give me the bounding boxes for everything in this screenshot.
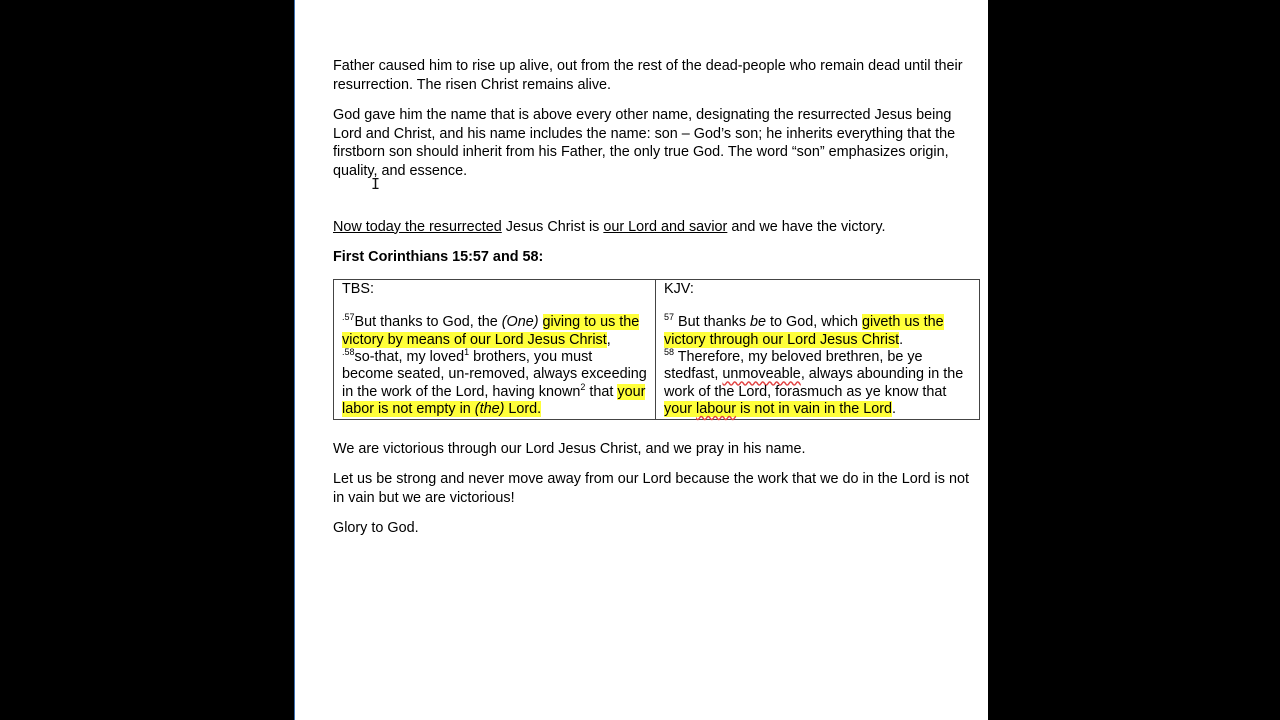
text-run: Jesus Christ is	[501, 218, 604, 235]
document-body[interactable]	[333, 57, 981, 550]
paragraph-resurrection: Father caused him to rise up alive, out from the rest of the dead-people who remain dead until their resurrection. The risen Christ remains alive.	[333, 58, 963, 93]
paragraph-exhortation: Let us be strong and never move away from our Lord because the work that we do in the Lord is not in vain but we are victorious!	[333, 471, 969, 506]
verse-comparison-table	[333, 279, 980, 420]
verse-number: .57	[342, 312, 355, 323]
kjv-label: KJV:	[664, 280, 694, 297]
highlighted-text: giving to us the victory by means of our Lord Jesus Christ	[342, 314, 640, 348]
kjv-verse-58	[664, 346, 971, 419]
document-page[interactable]	[294, 0, 988, 720]
verse-text: , always abounding in the work of the Lord, forasmuch as ye know that	[664, 366, 964, 400]
italic-text: (One)	[501, 314, 539, 331]
scripture-heading: First Corinthians 15:57 and 58:	[333, 249, 544, 266]
tbs-verse-57	[342, 314, 647, 349]
underlined-text: Now today the resurrected	[333, 218, 502, 235]
highlighted-text	[664, 401, 892, 417]
tbs-column	[334, 279, 656, 419]
verse-text: Lord.	[504, 401, 542, 418]
verse-text: ,	[714, 366, 723, 383]
paragraph-name: God gave him the name that is above every other name, designating the resurrected Jesus being Lord and Christ, and his name includes the name: son – God’s son; he inherits everything that the firstborn son should inherit from his Father, the only true God. The word “son” emphasizes origin, quality, and essence.	[333, 107, 956, 179]
verse-text: brothers, you must become seated, un-removed, always exceeding in the work of the Lord, having known	[342, 348, 647, 400]
verse-text: to God, which	[766, 314, 863, 331]
verse-text: But thanks to God, the	[354, 314, 502, 331]
verse-text: stedfast	[664, 366, 715, 383]
verse-number: 58	[664, 346, 675, 357]
verse-text: your labor is not empty in	[342, 383, 646, 418]
verse-number: .58	[342, 346, 355, 357]
verse-text	[539, 314, 543, 330]
footnote-marker[interactable]: 1	[464, 346, 470, 357]
italic-text: be	[750, 314, 767, 331]
verse-text: .	[899, 331, 904, 348]
verse-text: But thanks	[674, 314, 751, 331]
kjv-column	[656, 279, 980, 419]
italic-text: (the)	[474, 401, 505, 418]
paragraph-victory	[333, 218, 981, 237]
verse-text: so-that, my loved	[354, 348, 465, 365]
kjv-verse-57	[664, 314, 971, 349]
verse-text: that	[585, 383, 618, 400]
spelling-flagged-word[interactable]: labour	[696, 401, 737, 418]
paragraph-closing: Glory to God.	[333, 520, 419, 537]
verse-text: ,	[606, 331, 611, 348]
verse-text: Therefore, my beloved brethren, be ye	[674, 348, 923, 365]
footnote-marker[interactable]: 2	[580, 381, 586, 392]
tbs-label: TBS:	[342, 280, 374, 297]
paragraph-prayer: We are victorious through our Lord Jesus Christ, and we pray in his name.	[333, 440, 806, 457]
text-cursor-icon: I	[371, 175, 381, 193]
text-run: and we have the victory.	[727, 218, 886, 235]
verse-number: 57	[664, 312, 675, 323]
verse-text: .	[892, 401, 897, 418]
verse-text: is not in vain in the Lord	[736, 401, 893, 418]
blank-line	[333, 193, 981, 218]
underlined-text: our Lord and savior	[603, 218, 728, 235]
highlighted-text: giveth us the victory through our Lord Jesus Christ	[664, 314, 944, 348]
verse-text: your	[664, 401, 696, 418]
spelling-flagged-word[interactable]: unmoveable	[722, 366, 801, 383]
tbs-verse-58	[342, 346, 647, 419]
